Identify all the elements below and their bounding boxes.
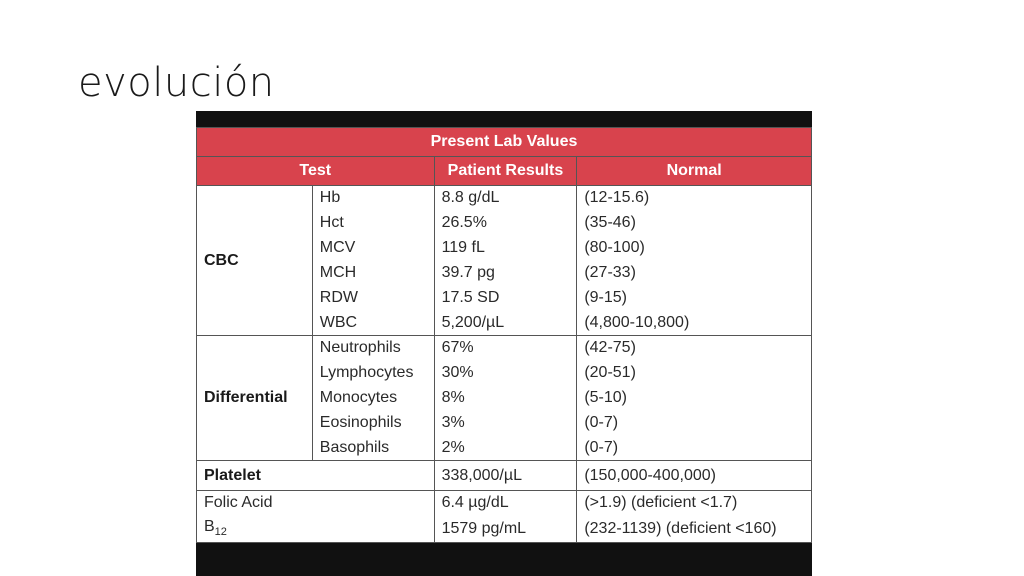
patient-result: 6.4 µg/dL: [434, 491, 577, 516]
normal-range: (0-7): [577, 436, 812, 461]
test-name: Monocytes: [312, 386, 434, 411]
header-normal: Normal: [577, 157, 812, 186]
b12-label-base: B: [204, 518, 215, 536]
test-name: Lymphocytes: [312, 361, 434, 386]
group-label-platelet: Platelet: [197, 461, 435, 491]
test-name-b12: [197, 516, 435, 543]
test-name: Neutrophils: [312, 336, 434, 361]
test-name-folic-acid: Folic Acid: [197, 491, 435, 516]
table-row: [197, 186, 812, 211]
normal-range: (35-46): [577, 211, 812, 236]
normal-range: (4,800-10,800): [577, 311, 812, 336]
normal-range: (27-33): [577, 261, 812, 286]
patient-result: 119 fL: [434, 236, 577, 261]
patient-result: 1579 pg/mL: [434, 516, 577, 543]
test-name: Basophils: [312, 436, 434, 461]
normal-range: (150,000-400,000): [577, 461, 812, 491]
normal-range: (>1.9) (deficient <1.7): [577, 491, 812, 516]
patient-result: 2%: [434, 436, 577, 461]
group-label-cbc: CBC: [197, 186, 313, 336]
table-row: [197, 516, 812, 543]
patient-result: 338,000/µL: [434, 461, 577, 491]
patient-result: 17.5 SD: [434, 286, 577, 311]
table-row: [197, 336, 812, 361]
normal-range: (0-7): [577, 411, 812, 436]
normal-range: (12-15.6): [577, 186, 812, 211]
patient-result: 30%: [434, 361, 577, 386]
patient-result: 5,200/µL: [434, 311, 577, 336]
normal-range: (9-15): [577, 286, 812, 311]
patient-result: 8.8 g/dL: [434, 186, 577, 211]
table-title: Present Lab Values: [197, 128, 812, 157]
test-name: Hb: [312, 186, 434, 211]
lab-table-frame: [196, 111, 812, 576]
normal-range: (232-1139) (deficient <160): [577, 516, 812, 543]
patient-result: 3%: [434, 411, 577, 436]
patient-result: 26.5%: [434, 211, 577, 236]
test-name: Hct: [312, 211, 434, 236]
b12-label-subscript: 12: [214, 526, 227, 539]
header-patient-results: Patient Results: [434, 157, 577, 186]
patient-result: 67%: [434, 336, 577, 361]
patient-result: 8%: [434, 386, 577, 411]
table-row: [197, 491, 812, 516]
patient-result: 39.7 pg: [434, 261, 577, 286]
slide-title: evolución: [78, 60, 275, 106]
test-name: MCV: [312, 236, 434, 261]
lab-values-table: [196, 127, 812, 543]
normal-range: (5-10): [577, 386, 812, 411]
normal-range: (80-100): [577, 236, 812, 261]
header-test: Test: [197, 157, 435, 186]
test-name: MCH: [312, 261, 434, 286]
normal-range: (20-51): [577, 361, 812, 386]
test-name: Eosinophils: [312, 411, 434, 436]
table-row: [197, 461, 812, 491]
normal-range: (42-75): [577, 336, 812, 361]
test-name: RDW: [312, 286, 434, 311]
group-label-differential: Differential: [197, 336, 313, 461]
test-name: WBC: [312, 311, 434, 336]
